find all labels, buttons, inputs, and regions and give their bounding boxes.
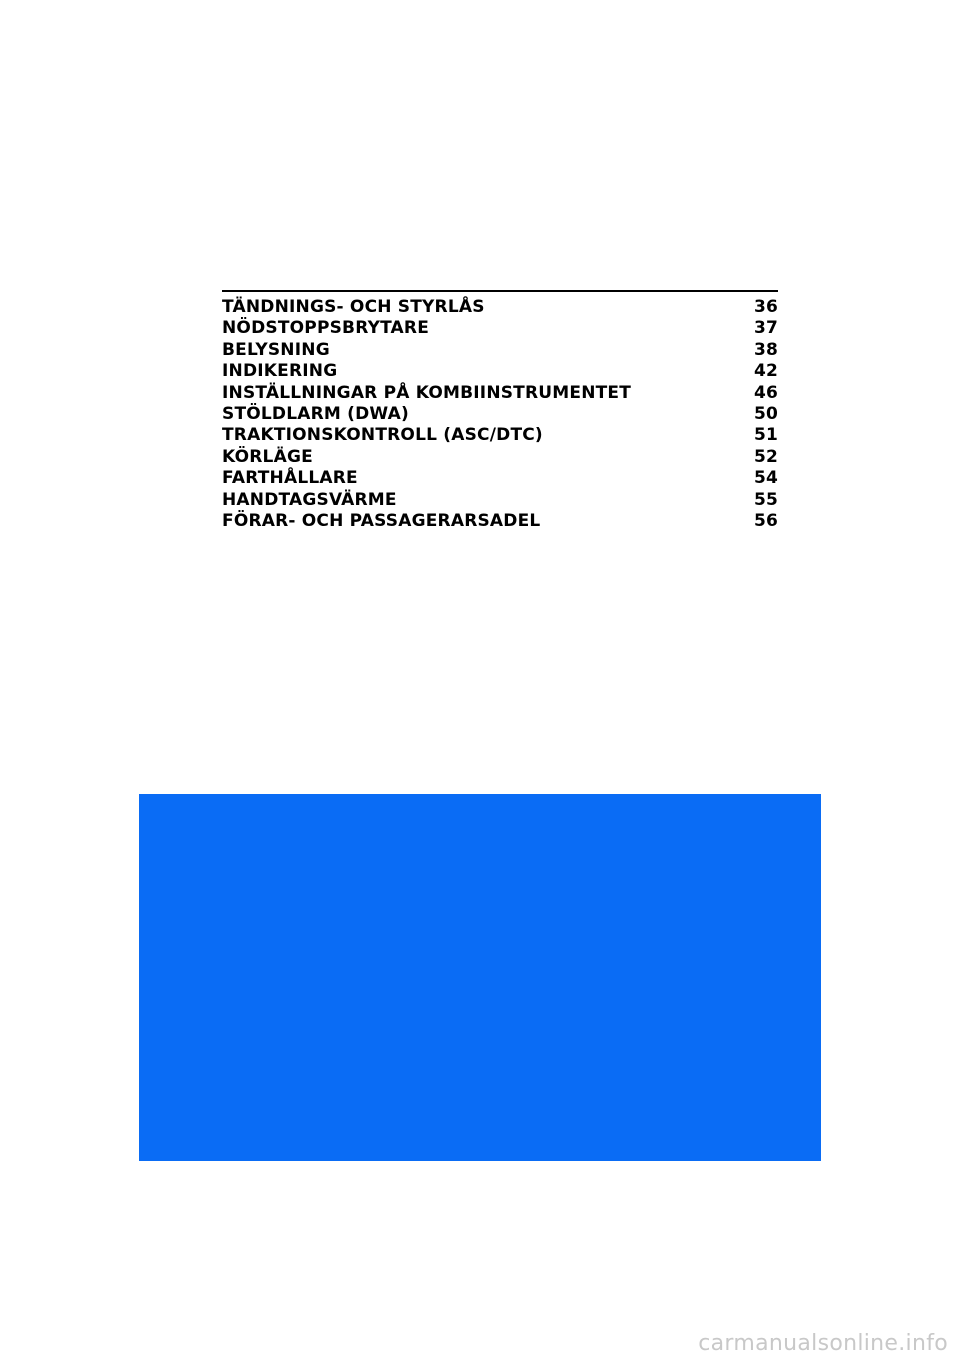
toc-entry-title: TÄNDNINGS- OCH STYRLÅS xyxy=(222,297,485,317)
toc-entry[interactable] xyxy=(222,383,778,404)
toc-entry-title: BELYSNING xyxy=(222,339,330,360)
toc-entry-title: HANDTAGSVÄRME xyxy=(222,489,397,510)
toc-entry-page: 55 xyxy=(753,489,778,510)
toc-entry-page: 46 xyxy=(753,382,778,403)
toc-entry-title: TRAKTIONSKONTROLL (ASC/DTC) xyxy=(222,425,543,446)
toc-entry[interactable] xyxy=(222,447,778,468)
toc-entry-title: FARTHÅLLARE xyxy=(222,468,358,489)
toc-entry-page: 52 xyxy=(753,446,778,467)
toc-entry-title: FÖRAR- OCH PASSAGERARSADEL xyxy=(222,510,541,531)
toc-entry-page: 51 xyxy=(753,425,778,446)
toc-entry[interactable] xyxy=(222,404,778,425)
toc-entry[interactable] xyxy=(222,318,778,339)
toc-entry-title: INDIKERING xyxy=(222,361,338,382)
toc-entry-page: 36 xyxy=(753,297,778,317)
toc-entry-page: 50 xyxy=(753,403,778,424)
toc-entry[interactable] xyxy=(222,297,778,318)
toc-entry-page: 54 xyxy=(753,468,778,489)
toc-entry[interactable] xyxy=(222,468,778,489)
blue-image-panel xyxy=(139,794,821,1161)
toc-entry-title: STÖLDLARM (DWA) xyxy=(222,403,409,424)
toc-entry[interactable] xyxy=(222,490,778,511)
table-of-contents xyxy=(222,290,778,532)
watermark-text: carmanualsonline.info xyxy=(698,1331,948,1356)
toc-entry-title: INSTÄLLNINGAR PÅ KOMBIINSTRUMENTET xyxy=(222,382,632,403)
toc-entry-page: 37 xyxy=(753,318,778,339)
toc-entry[interactable] xyxy=(222,340,778,361)
toc-entry-page: 56 xyxy=(753,510,778,531)
toc-entry-page: 42 xyxy=(753,361,778,382)
toc-entry-page: 38 xyxy=(753,339,778,360)
toc-entry[interactable] xyxy=(222,511,778,532)
toc-entry-title: KÖRLÄGE xyxy=(222,446,313,467)
toc-entry[interactable] xyxy=(222,361,778,382)
toc-entry[interactable] xyxy=(222,425,778,446)
toc-entry-title: NÖDSTOPPSBRYTARE xyxy=(222,318,430,339)
